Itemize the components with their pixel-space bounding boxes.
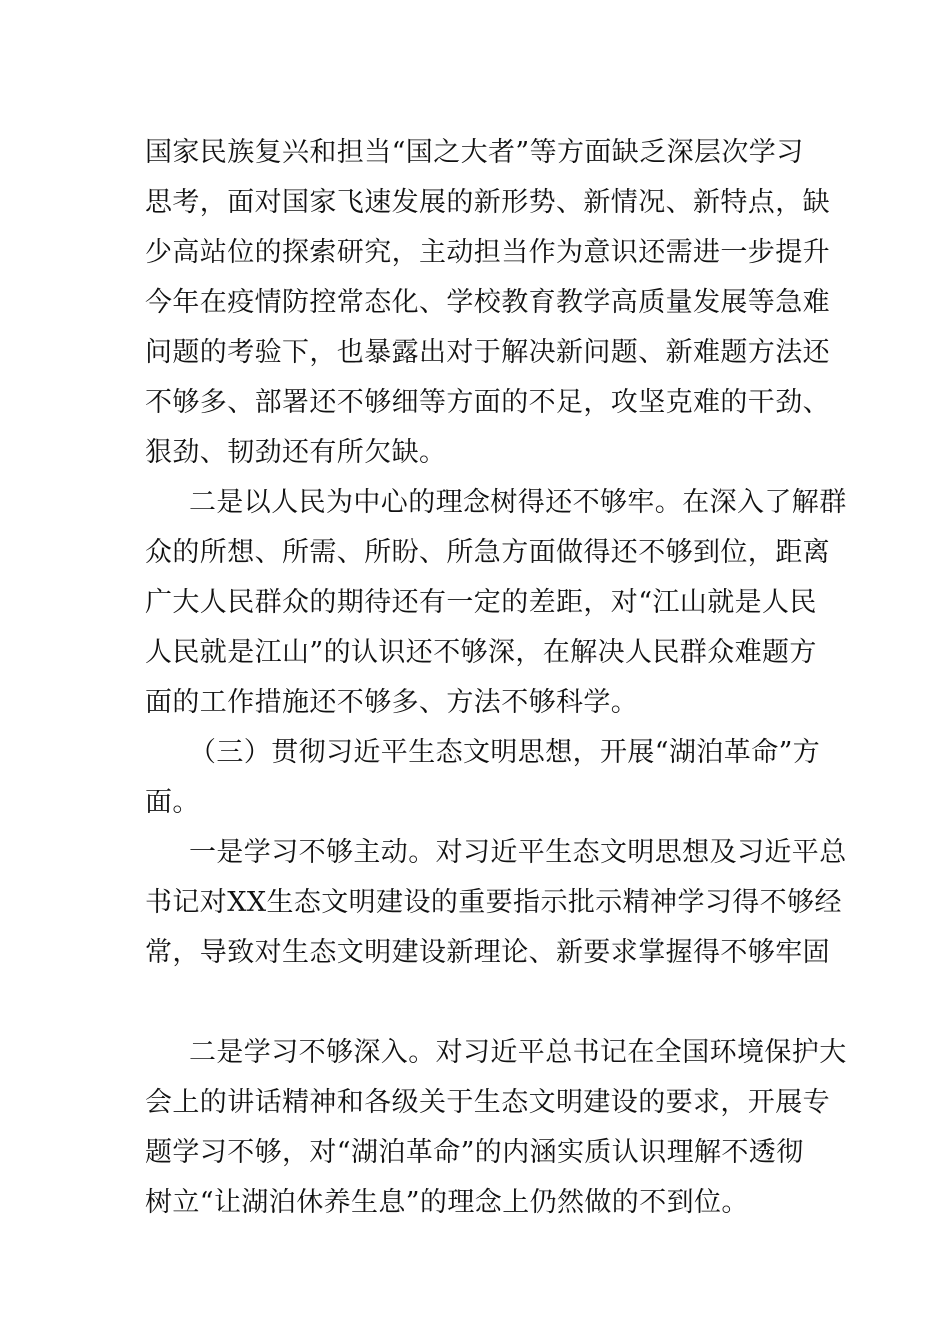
paragraph-line: 思考，面对国家飞速发展的新形势、新情况、新特点，缺 (145, 187, 830, 218)
paragraph-line: 人民就是江山”的认识还不够深，在解决人民群众难题方 (145, 637, 817, 668)
paragraph-line: 今年在疫情防控常态化、学校教育教学高质量发展等急难 (145, 287, 830, 318)
paragraph-line: 二是以人民为中心的理念树得还不够牢。在深入了解群 (189, 487, 847, 518)
section-heading: （三）贯彻习近平生态文明思想，开展“湖泊革命”方 (189, 737, 821, 768)
paragraph-line: 国家民族复兴和担当“国之大者”等方面缺乏深层次学习 (145, 137, 804, 168)
paragraph-line: 狠劲、韧劲还有所欠缺。 (145, 437, 447, 468)
paragraph-line: 广大人民群众的期待还有一定的差距，对“江山就是人民 (145, 587, 817, 618)
paragraph-line: 常，导致对生态文明建设新理论、新要求掌握得不够牢固 (145, 937, 830, 968)
paragraph-line: 会上的讲话精神和各级关于生态文明建设的要求，开展专 (145, 1087, 830, 1118)
paragraph-line: 问题的考验下，也暴露出对于解决新问题、新难题方法还 (145, 337, 830, 368)
paragraph-line: 题学习不够，对“湖泊革命”的内涵实质认识理解不透彻 (145, 1137, 804, 1168)
section-heading: 面。 (145, 787, 200, 818)
paragraph-line: 书记对XX生态文明建设的重要指示批示精神学习得不够经 (145, 887, 842, 918)
paragraph-line: 不够多、部署还不够细等方面的不足，攻坚克难的干劲、 (145, 387, 830, 418)
paragraph-line: 一是学习不够主动。对习近平生态文明思想及习近平总 (189, 837, 847, 868)
paragraph-line: 少高站位的探索研究，主动担当作为意识还需进一步提升 (145, 237, 830, 268)
paragraph-line: 众的所想、所需、所盼、所急方面做得还不够到位，距离 (145, 537, 830, 568)
paragraph-line: 树立“让湖泊休养生息”的理念上仍然做的不到位。 (145, 1187, 749, 1218)
paragraph-line: 面的工作措施还不够多、方法不够科学。 (145, 687, 639, 718)
paragraph-line: 二是学习不够深入。对习近平总书记在全国环境保护大 (189, 1037, 847, 1068)
